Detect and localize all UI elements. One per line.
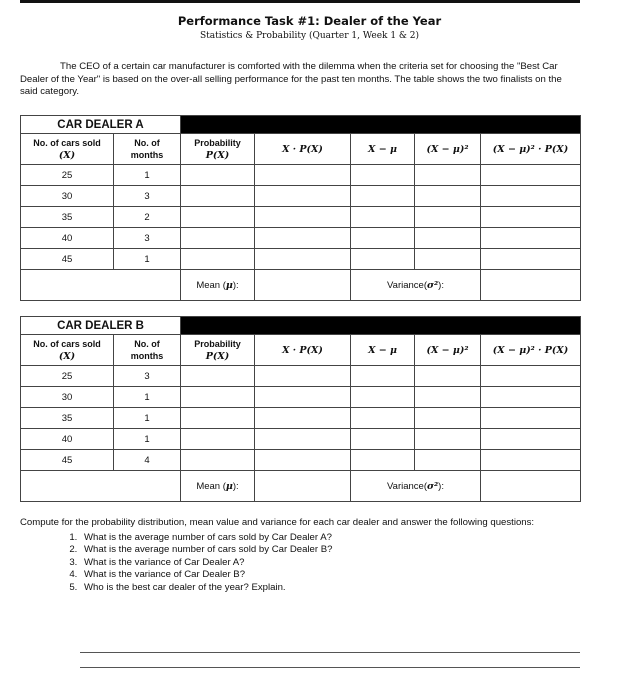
col-sq-dev: (X − μ)² bbox=[415, 134, 481, 165]
table-row bbox=[21, 450, 581, 471]
dealer-a-name: CAR DEALER A bbox=[21, 116, 181, 134]
answer-cell[interactable] bbox=[351, 408, 415, 429]
answer-cell[interactable] bbox=[181, 165, 255, 186]
answer-cell[interactable] bbox=[351, 228, 415, 249]
cars-sold-cell: 35 bbox=[21, 207, 114, 228]
months-cell: 3 bbox=[114, 186, 181, 207]
answer-cell[interactable] bbox=[351, 207, 415, 228]
dealer-a-table bbox=[20, 115, 581, 301]
answer-cell[interactable] bbox=[351, 366, 415, 387]
cars-sold-cell: 30 bbox=[21, 387, 114, 408]
answer-cell[interactable] bbox=[481, 207, 581, 228]
cars-sold-cell: 45 bbox=[21, 249, 114, 270]
answer-cell[interactable] bbox=[181, 207, 255, 228]
cars-sold-cell: 25 bbox=[21, 165, 114, 186]
list-item: 2. What is the average number of cars sold by Car Dealer B? bbox=[80, 544, 580, 557]
table-row bbox=[21, 366, 581, 387]
cars-sold-cell: 35 bbox=[21, 408, 114, 429]
col-months: No. of months bbox=[114, 335, 181, 366]
list-item: 1. What is the average number of cars sold by Car Dealer A? bbox=[80, 532, 580, 545]
table-row bbox=[21, 228, 581, 249]
answer-cell[interactable] bbox=[415, 165, 481, 186]
answer-cell[interactable] bbox=[415, 429, 481, 450]
table-row bbox=[21, 249, 581, 270]
answer-cell[interactable] bbox=[415, 450, 481, 471]
col-months: No. of months bbox=[114, 134, 181, 165]
answer-cell[interactable] bbox=[351, 249, 415, 270]
header-bar bbox=[181, 317, 581, 335]
answer-cell[interactable] bbox=[181, 366, 255, 387]
mean-label: Mean (μ): bbox=[181, 270, 255, 301]
answer-cell[interactable] bbox=[351, 186, 415, 207]
answer-cell[interactable] bbox=[255, 228, 351, 249]
mean-label: Mean (μ): bbox=[181, 471, 255, 502]
list-item: 4. What is the variance of Car Dealer B? bbox=[80, 569, 580, 582]
dealer-b-name: CAR DEALER B bbox=[21, 317, 181, 335]
answer-cell[interactable] bbox=[415, 228, 481, 249]
answer-cell[interactable] bbox=[481, 429, 581, 450]
list-item: 5. Who is the best car dealer of the year? Explain. bbox=[80, 582, 580, 595]
answer-cell[interactable] bbox=[255, 408, 351, 429]
answer-cell[interactable] bbox=[255, 186, 351, 207]
variance-answer-box[interactable] bbox=[481, 270, 581, 301]
answer-cell[interactable] bbox=[415, 207, 481, 228]
col-sq-dev: (X − μ)² bbox=[415, 335, 481, 366]
months-cell: 4 bbox=[114, 450, 181, 471]
col-xpx: X · P(X) bbox=[255, 335, 351, 366]
variance-label: Variance(σ²): bbox=[351, 471, 481, 502]
answer-cell[interactable] bbox=[255, 450, 351, 471]
answer-cell[interactable] bbox=[415, 249, 481, 270]
table-row bbox=[21, 408, 581, 429]
answer-cell[interactable] bbox=[351, 429, 415, 450]
answer-cell[interactable] bbox=[181, 249, 255, 270]
answer-cell[interactable] bbox=[255, 387, 351, 408]
answer-cell[interactable] bbox=[481, 387, 581, 408]
answer-line[interactable] bbox=[80, 652, 580, 653]
variance-label: Variance(σ²): bbox=[351, 270, 481, 301]
table-row bbox=[21, 387, 581, 408]
answer-cell[interactable] bbox=[351, 450, 415, 471]
col-probability: Probability P(X) bbox=[181, 134, 255, 165]
answer-line[interactable] bbox=[80, 667, 580, 668]
col-x-minus-mu: X − μ bbox=[351, 134, 415, 165]
answer-cell[interactable] bbox=[181, 408, 255, 429]
cars-sold-cell: 25 bbox=[21, 366, 114, 387]
months-cell: 2 bbox=[114, 207, 181, 228]
answer-cell[interactable] bbox=[181, 387, 255, 408]
question-list bbox=[20, 532, 580, 595]
dealer-b-table bbox=[20, 316, 581, 502]
answer-cell[interactable] bbox=[415, 186, 481, 207]
months-cell: 1 bbox=[114, 387, 181, 408]
months-cell: 3 bbox=[114, 228, 181, 249]
mean-answer-box[interactable] bbox=[255, 471, 351, 502]
table-row bbox=[21, 165, 581, 186]
header-bar bbox=[181, 116, 581, 134]
table-row bbox=[21, 429, 581, 450]
questions-section bbox=[20, 517, 580, 594]
answer-cell[interactable] bbox=[255, 249, 351, 270]
col-probability: Probability P(X) bbox=[181, 335, 255, 366]
answer-cell[interactable] bbox=[481, 408, 581, 429]
answer-cell[interactable] bbox=[351, 165, 415, 186]
answer-cell[interactable] bbox=[481, 450, 581, 471]
col-cars-sold: No. of cars sold (X) bbox=[21, 335, 114, 366]
answer-cell[interactable] bbox=[481, 165, 581, 186]
table-row bbox=[21, 207, 581, 228]
cars-sold-cell: 45 bbox=[21, 450, 114, 471]
cars-sold-cell: 40 bbox=[21, 228, 114, 249]
answer-cell[interactable] bbox=[255, 165, 351, 186]
table-row bbox=[21, 186, 581, 207]
instructions: Compute for the probability distribution, mean value and variance for each car dealer and answer the following questions: bbox=[20, 517, 535, 528]
answer-cell[interactable] bbox=[415, 366, 481, 387]
answer-cell[interactable] bbox=[181, 429, 255, 450]
answer-cell[interactable] bbox=[415, 387, 481, 408]
col-cars-sold: No. of cars sold (X) bbox=[21, 134, 114, 165]
answer-cell[interactable] bbox=[255, 366, 351, 387]
answer-cell[interactable] bbox=[481, 366, 581, 387]
months-cell: 3 bbox=[114, 366, 181, 387]
answer-cell[interactable] bbox=[255, 207, 351, 228]
col-sq-dev-px: (X − μ)² · P(X) bbox=[481, 335, 581, 366]
answer-cell[interactable] bbox=[481, 228, 581, 249]
answer-cell[interactable] bbox=[181, 186, 255, 207]
mean-answer-box[interactable] bbox=[255, 270, 351, 301]
answer-cell[interactable] bbox=[255, 429, 351, 450]
col-xpx: X · P(X) bbox=[255, 134, 351, 165]
months-cell: 1 bbox=[114, 165, 181, 186]
col-x-minus-mu: X − μ bbox=[351, 335, 415, 366]
answer-cell[interactable] bbox=[181, 450, 255, 471]
answer-cell[interactable] bbox=[481, 249, 581, 270]
top-rule bbox=[20, 0, 580, 3]
page-subtitle: Statistics & Probability (Quarter 1, Week 1 & 2) bbox=[199, 31, 420, 41]
cars-sold-cell: 40 bbox=[21, 429, 114, 450]
months-cell: 1 bbox=[114, 249, 181, 270]
answer-cell[interactable] bbox=[481, 186, 581, 207]
cars-sold-cell: 30 bbox=[21, 186, 114, 207]
answer-cell[interactable] bbox=[415, 408, 481, 429]
months-cell: 1 bbox=[114, 429, 181, 450]
intro-paragraph: The CEO of a certain car manufacturer is comforted with the dilemma when the criteria set for choosing the "Best Car Dealer of the Year" is based on the over-all selling performance for the past ten months. The table shows the two finalists on the said category. bbox=[20, 61, 562, 97]
col-sq-dev-px: (X − μ)² · P(X) bbox=[481, 134, 581, 165]
answer-cell[interactable] bbox=[181, 228, 255, 249]
months-cell: 1 bbox=[114, 408, 181, 429]
list-item: 3. What is the variance of Car Dealer A? bbox=[80, 557, 580, 570]
variance-answer-box[interactable] bbox=[481, 471, 581, 502]
answer-cell[interactable] bbox=[351, 387, 415, 408]
page-title: Performance Task #1: Dealer of the Year bbox=[177, 14, 442, 28]
